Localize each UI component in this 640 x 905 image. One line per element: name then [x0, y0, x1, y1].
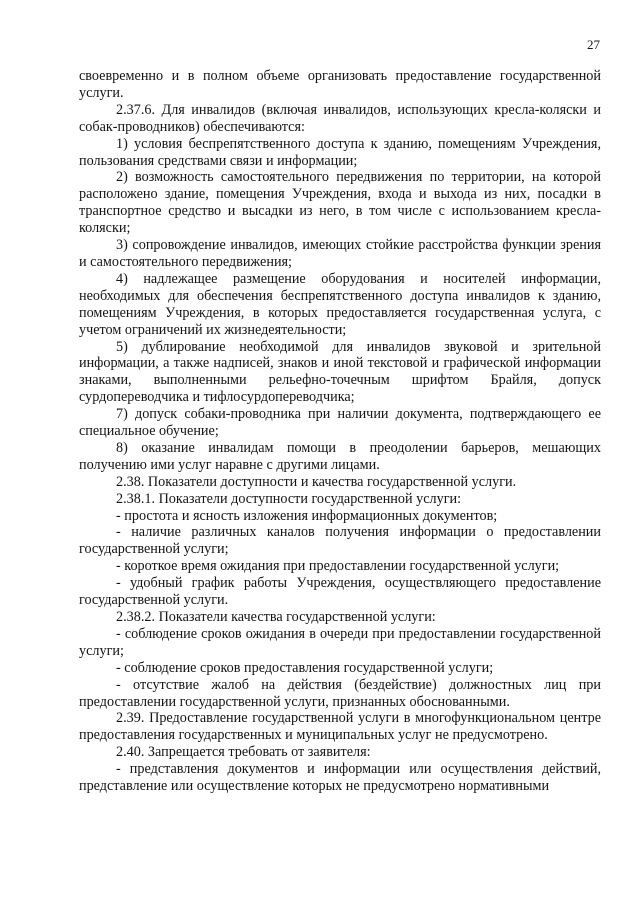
section-2-39: 2.39. Предоставление государственной услуги в многофункциональном центре предоставления государственных и муниципальных услуг не предусмотрено.: [79, 710, 601, 744]
list-item-5: 5) дублирование необходимой для инвалидов звуковой и зрительной информации, а также надписей, знаков и иной текстовой и графической информации знаками, выполненными рельефно-точечным шрифтом Брайля, допуск сурдопереводчика и тифлосурдопереводчика;: [79, 338, 601, 406]
section-2-38: 2.38. Показатели доступности и качества государственной услуги.: [116, 473, 517, 490]
list-item-7: 7) допуск собаки-проводника при наличии документа, подтверждающего ее специальное обучение;: [79, 406, 601, 440]
list-item-4: 4) надлежащее размещение оборудования и носителей информации, необходимых для обеспечения беспрепятственного доступа инвалидов к зданию, помещениям Учреждения, в которых предоставляется государственная услуга, с учетом ограничений их жизнедеятельности;: [79, 270, 601, 338]
paragraph-continuation: своевременно и в полном объеме организовать предоставление государственной услуги.: [79, 68, 601, 101]
list-item-3: 3) сопровождение инвалидов, имеющих стойкие расстройства функции зрения и самостоятельного передвижения;: [79, 237, 601, 270]
dash-item: - соблюдение сроков ожидания в очереди при предоставлении государственной услуги;: [79, 625, 601, 659]
dash-item: - удобный график работы Учреждения, осуществляющего предоставление государственной услуги.: [79, 575, 601, 609]
document-body: [79, 68, 601, 795]
dash-item: - короткое время ожидания при предоставлении государственной услуги;: [116, 558, 560, 575]
dash-item: - соблюдение сроков предоставления государственной услуги;: [116, 659, 494, 676]
dash-item: - отсутствие жалоб на действия (бездействие) должностных лиц при предоставлении государственной услуги, признанных обоснованными.: [79, 676, 601, 710]
list-item-1: 1) условия беспрепятственного доступа к зданию, помещениям Учреждения, пользования средствами связи и информации;: [79, 135, 601, 169]
dash-item: - представления документов и информации или осуществления действий, представление или осуществление которых не предусмотрено нормативными: [79, 761, 601, 795]
list-item-8: 8) оказание инвалидам помощи в преодолении барьеров, мешающих получению ими услуг наравне с другими лицами.: [79, 439, 601, 473]
section-2-38-2: 2.38.2. Показатели качества государственной услуги:: [116, 609, 436, 625]
section-2-38-1: 2.38.1. Показатели доступности государственной услуги:: [116, 490, 462, 507]
page-number: 27: [587, 37, 600, 52]
list-item-2: 2) возможность самостоятельного передвижения по территории, на которой расположено здание, помещения Учреждения, входа и выхода из них, посадки в транспортное средство и высадки из него, в том числе с использованием кресла-коляски;: [79, 169, 601, 237]
dash-item: - наличие различных каналов получения информации о предоставлении государственной услуги;: [79, 524, 601, 558]
section-2-40: 2.40. Запрещается требовать от заявителя:: [116, 744, 371, 761]
dash-item: - простота и ясность изложения информационных документов;: [116, 507, 498, 524]
paragraph-2-37-6: 2.37.6. Для инвалидов (включая инвалидов, использующих кресла-коляски и собак-проводников) обеспечиваются:: [79, 101, 601, 135]
